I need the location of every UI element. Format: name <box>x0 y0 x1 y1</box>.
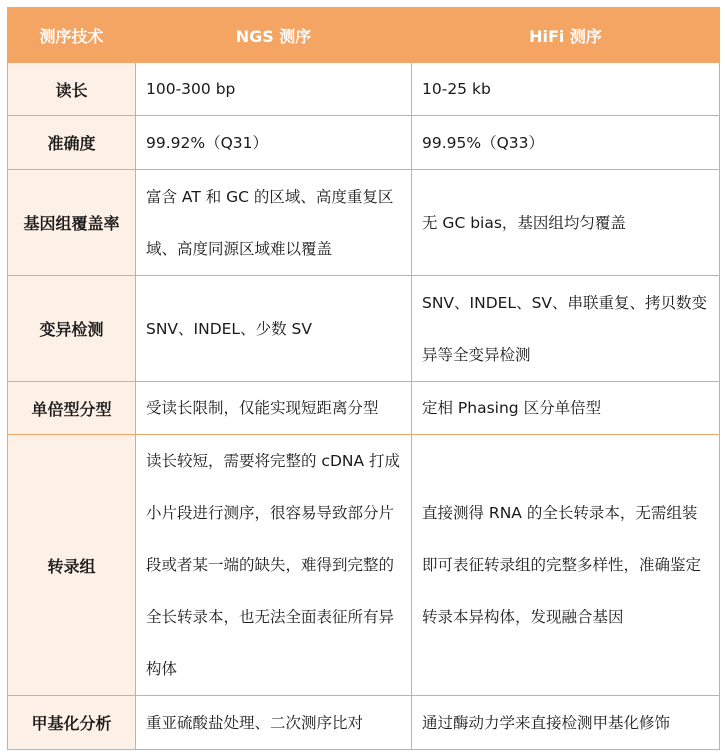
hifi-cell: 无 GC bias，基因组均匀覆盖 <box>412 170 720 276</box>
hifi-cell: 通过酶动力学来直接检测甲基化修饰 <box>412 696 720 750</box>
row-label: 基因组覆盖率 <box>8 170 136 276</box>
row-label: 变异检测 <box>8 276 136 382</box>
row-label: 转录组 <box>8 435 136 696</box>
ngs-cell: 100-300 bp <box>136 63 412 116</box>
row-label: 准确度 <box>8 116 136 170</box>
hifi-cell: 定相 Phasing 区分单倍型 <box>412 382 720 435</box>
ngs-cell: 受读长限制，仅能实现短距离分型 <box>136 382 412 435</box>
table-row <box>8 116 720 170</box>
table-row <box>8 170 720 276</box>
ngs-cell: 重亚硫酸盐处理、二次测序比对 <box>136 696 412 750</box>
header-tech: 测序技术 <box>8 8 136 63</box>
hifi-cell: SNV、INDEL、SV、串联重复、拷贝数变异等全变异检测 <box>412 276 720 382</box>
row-label: 单倍型分型 <box>8 382 136 435</box>
hifi-cell: 直接测得 RNA 的全长转录本，无需组装即可表征转录组的完整多样性，准确鉴定转录本异构体，发现融合基因 <box>412 435 720 696</box>
row-label: 甲基化分析 <box>8 696 136 750</box>
ngs-cell: 读长较短，需要将完整的 cDNA 打成小片段进行测序，很容易导致部分片段或者某一端的缺失，难得到完整的全长转录本，也无法全面表征所有异构体 <box>136 435 412 696</box>
hifi-cell: 10-25 kb <box>412 63 720 116</box>
ngs-cell: 99.92%（Q31） <box>136 116 412 170</box>
header-ngs: NGS 测序 <box>136 8 412 63</box>
table-row <box>8 276 720 382</box>
ngs-cell: 富含 AT 和 GC 的区域、高度重复区域、高度同源区域难以覆盖 <box>136 170 412 276</box>
ngs-cell: SNV、INDEL、少数 SV <box>136 276 412 382</box>
header-row <box>8 8 720 63</box>
row-label: 读长 <box>8 63 136 116</box>
table-row <box>8 382 720 435</box>
hifi-cell: 99.95%（Q33） <box>412 116 720 170</box>
header-hifi: HiFi 测序 <box>412 8 720 63</box>
table-row <box>8 696 720 750</box>
table-row <box>8 435 720 696</box>
table-row <box>8 63 720 116</box>
comparison-table <box>7 7 720 750</box>
